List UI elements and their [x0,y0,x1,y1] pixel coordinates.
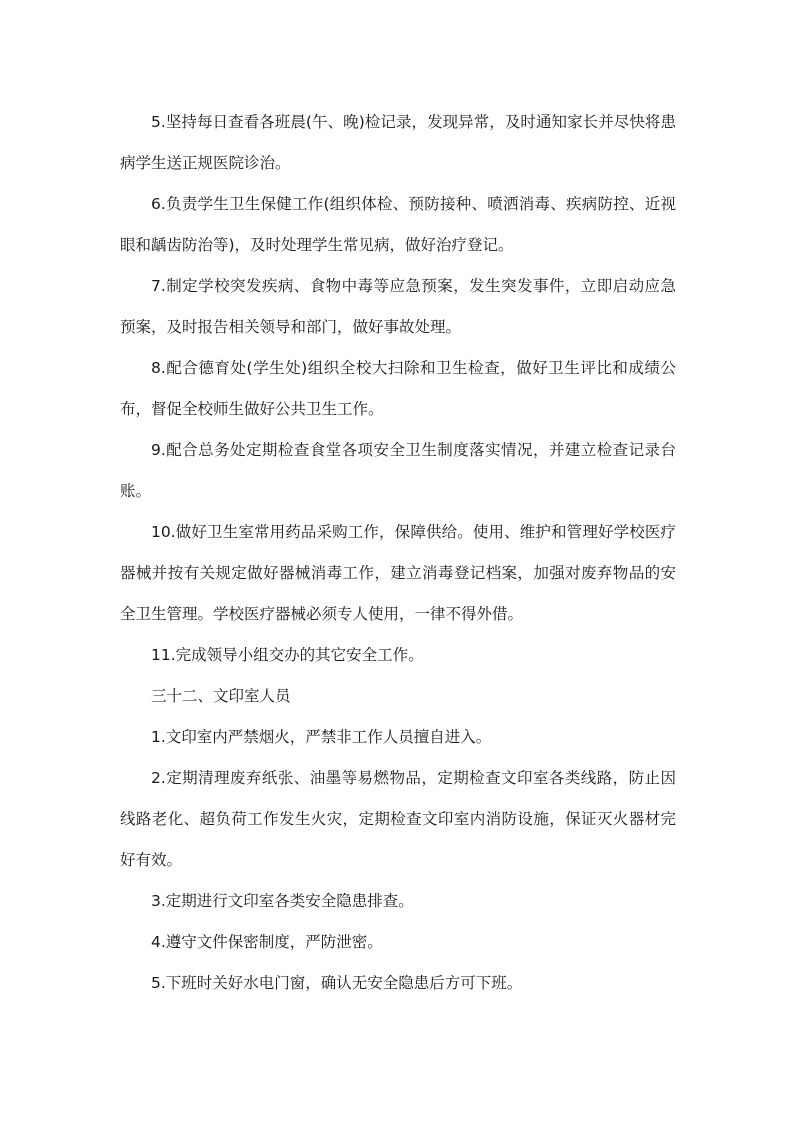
paragraph-print-room-1: 1.文印室内严禁烟火，严禁非工作人员擅自进入。 [151,728,492,746]
paragraph-clinic-9: 9.配合总务处定期检查食堂各项安全卫生制度落实情况，并建立检查记录台账。 [120,441,676,500]
document-body [120,102,676,1004]
paragraph-clinic-8: 8.配合德育处(学生处)组织全校大扫除和卫生检查，做好卫生评比和成绩公布，督促全校师生做好公共卫生工作。 [120,359,676,418]
section-heading-print-room: 三十二、文印室人员 [151,687,291,705]
paragraph-clinic-10: 10.做好卫生室常用药品采购工作，保障供给。使用、维护和管理好学校医疗器械并按有关规定做好器械消毒工作，建立消毒登记档案，加强对废弃物品的安全卫生管理。学校医疗器械必须专人使用，一律不得外借。 [120,523,676,623]
paragraph-clinic-11: 11.完成领导小组交办的其它安全工作。 [151,646,424,664]
paragraph-print-room-4: 4.遵守文件保密制度，严防泄密。 [151,933,383,951]
paragraph-clinic-6: 6.负责学生卫生保健工作(组织体检、预防接种、喷洒消毒、疾病防控、近视眼和龋齿防治等)，及时处理学生常见病，做好治疗登记。 [120,195,676,254]
paragraph-print-room-5: 5.下班时关好水电门窗，确认无安全隐患后方可下班。 [151,974,523,992]
paragraph-print-room-2: 2.定期清理废弃纸张、油墨等易燃物品，定期检查文印室各类线路，防止因线路老化、超负荷工作发生火灾，定期检查文印室内消防设施，保证灭火器材完好有效。 [120,769,676,869]
paragraph-clinic-5: 5.坚持每日查看各班晨(午、晚)检记录，发现异常，及时通知家长并尽快将患病学生送正规医院诊治。 [120,113,676,172]
paragraph-print-room-3: 3.定期进行文印室各类安全隐患排查。 [151,892,414,910]
paragraph-clinic-7: 7.制定学校突发疾病、食物中毒等应急预案，发生突发事件，立即启动应急预案，及时报告相关领导和部门，做好事故处理。 [120,277,676,336]
